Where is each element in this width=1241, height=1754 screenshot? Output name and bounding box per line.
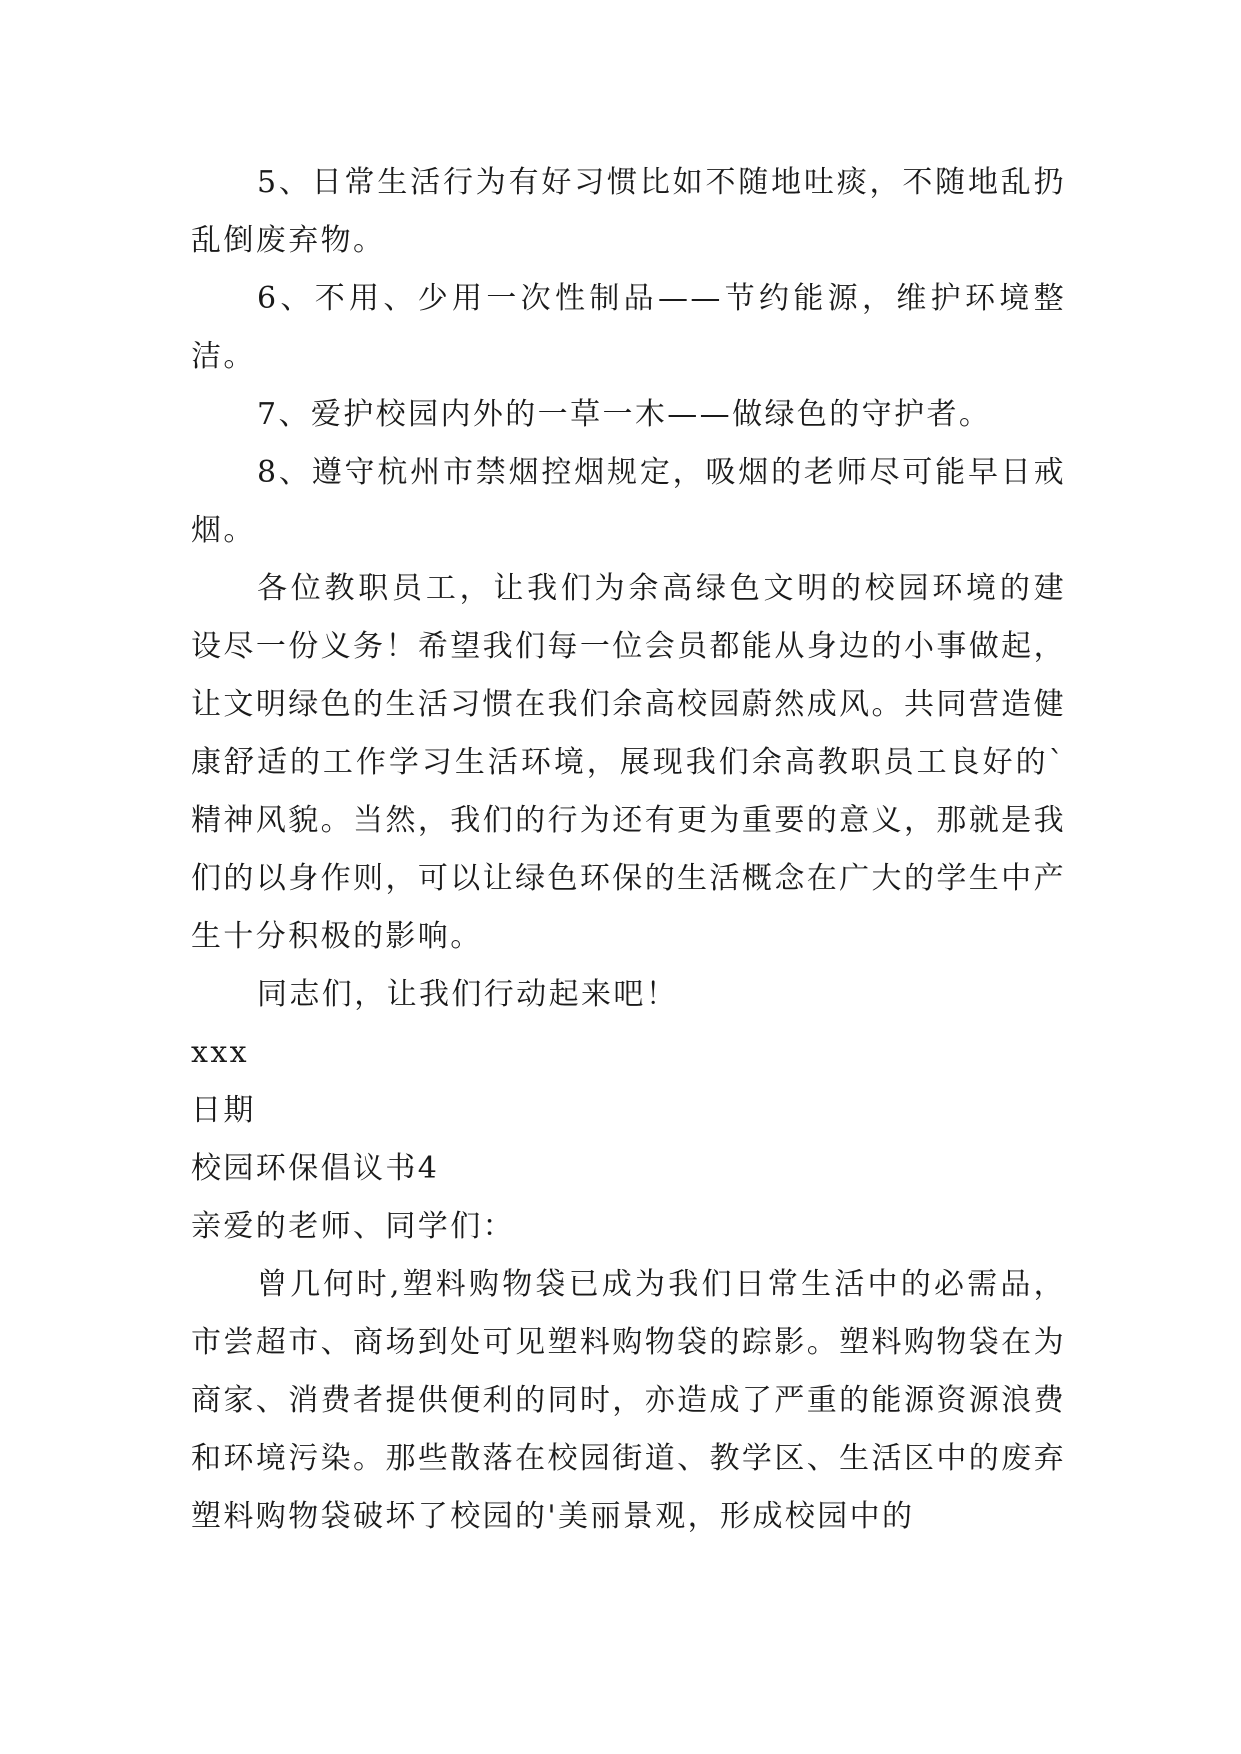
paragraph-item-6: 6、不用、少用一次性制品——节约能源，维护环境整洁。 bbox=[191, 281, 1066, 374]
section-title: 校园环保倡议书4 bbox=[191, 1151, 440, 1186]
paragraph-plastic-bags: 曾几何时,塑料购物袋已成为我们日常生活中的必需品，市尝超市、商场到处可见塑料购物袋的踪影。塑料购物袋在为商家、消费者提供便利的同时，亦造成了严重的能源资源浪费和环境污染。那些散落在校园街道、教学区、生活区中的废弃塑料购物袋破坏了校园的'美丽景观，形成校园中的 bbox=[191, 1267, 1066, 1534]
document-body bbox=[191, 154, 1066, 1546]
paragraph-item-8: 8、遵守杭州市禁烟控烟规定，吸烟的老师尽可能早日戒烟。 bbox=[191, 455, 1066, 548]
paragraph-appeal: 各位教职员工，让我们为余高绿色文明的校园环境的建设尽一份义务！希望我们每一位会员都能从身边的小事做起，让文明绿色的生活习惯在我们余高校园蔚然成风。共同营造健康舒适的工作学习生活环境，展现我们余高教职员工良好的`精神风貌。当然，我们的行为还有更为重要的意义，那就是我们的以身作则，可以让绿色环保的生活概念在广大的学生中产生十分积极的影响。 bbox=[191, 571, 1066, 954]
date-line: 日期 bbox=[191, 1093, 256, 1128]
signature: xxx bbox=[191, 1035, 249, 1070]
paragraph-item-5: 5、日常生活行为有好习惯比如不随地吐痰，不随地乱扔乱倒废弃物。 bbox=[191, 165, 1066, 258]
salutation: 亲爱的老师、同学们： bbox=[191, 1209, 515, 1244]
paragraph-item-7: 7、爱护校园内外的一草一木——做绿色的守护者。 bbox=[257, 397, 992, 432]
paragraph-call-to-action: 同志们，让我们行动起来吧！ bbox=[257, 977, 679, 1012]
